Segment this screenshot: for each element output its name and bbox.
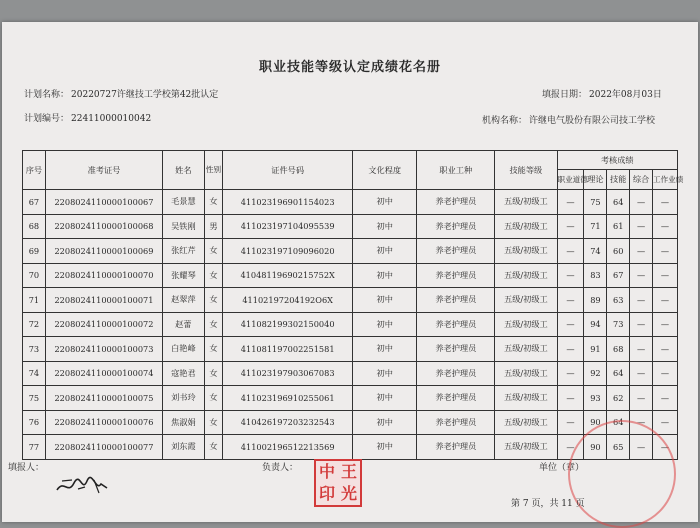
- cell-comprehensive: —: [630, 435, 653, 460]
- cell-exam-no: 2208024110000100076: [45, 410, 162, 435]
- seal-char-1: 中: [318, 462, 335, 481]
- cell-skill-level: 五级/初级工: [495, 361, 557, 386]
- cell-ethics: —: [557, 190, 584, 215]
- cell-comprehensive: —: [630, 214, 653, 239]
- cell-skill-level: 五级/初级工: [495, 263, 557, 288]
- cell-theory: 74: [584, 239, 607, 264]
- cell-skill-level: 五级/初级工: [495, 435, 557, 460]
- cell-work-perf: —: [652, 435, 677, 460]
- cell-occupation: 养老护理员: [417, 288, 495, 313]
- cell-theory: 94: [584, 312, 607, 337]
- header-gender: 性别: [204, 151, 223, 190]
- header-comprehensive: 综合: [630, 170, 653, 190]
- cell-exam-no: 2208024110000100067: [45, 190, 162, 215]
- plan-no-line: [24, 111, 151, 124]
- cell-theory: 90: [584, 410, 607, 435]
- cell-name: 毛景慧: [163, 190, 205, 215]
- cell-education: 初中: [353, 288, 417, 313]
- cell-ethics: —: [557, 410, 584, 435]
- table-row: [23, 410, 678, 435]
- plan-no-value: 22411000010042: [71, 114, 152, 124]
- cell-skill-level: 五级/初级工: [495, 337, 557, 362]
- cell-exam-no: 2208024110000100070: [45, 263, 162, 288]
- cell-seq: 77: [23, 435, 46, 460]
- cell-gender: 女: [204, 435, 223, 460]
- table-row: [23, 386, 678, 411]
- cell-work-perf: —: [652, 386, 677, 411]
- cell-work-perf: —: [652, 410, 677, 435]
- score-roster-table: [22, 150, 684, 460]
- cell-comprehensive: —: [630, 263, 653, 288]
- cell-exam-no: 2208024110000100075: [45, 386, 162, 411]
- cell-cert-no: 411002196512213569: [223, 435, 353, 460]
- cell-theory: 92: [584, 361, 607, 386]
- cell-seq: 70: [23, 263, 46, 288]
- cell-education: 初中: [353, 312, 417, 337]
- cell-occupation: 养老护理员: [417, 435, 495, 460]
- cell-skill-level: 五级/初级工: [495, 312, 557, 337]
- cell-work-perf: —: [652, 312, 677, 337]
- header-occupation: 职业工种: [417, 151, 495, 190]
- cell-skill-level: 五级/初级工: [495, 190, 557, 215]
- cell-ethics: —: [557, 263, 584, 288]
- plan-name-label: 计划名称：: [24, 90, 70, 100]
- cell-cert-no: 411081197002251581: [223, 337, 353, 362]
- org-label: 机构名称：: [482, 116, 528, 126]
- seal-char-2: 王: [340, 462, 357, 481]
- cell-work-perf: —: [652, 288, 677, 313]
- cell-cert-no: 410426197203232543: [223, 410, 353, 435]
- cell-seq: 71: [23, 288, 46, 313]
- cell-occupation: 养老护理员: [417, 312, 495, 337]
- cell-name: 张耀琴: [163, 263, 205, 288]
- cell-skill: 60: [607, 239, 630, 264]
- cell-ethics: —: [557, 214, 584, 239]
- cell-education: 初中: [353, 361, 417, 386]
- cell-cert-no: 411023197104095539: [223, 214, 353, 239]
- cell-gender: 女: [204, 410, 223, 435]
- cell-education: 初中: [353, 386, 417, 411]
- cell-skill-level: 五级/初级工: [495, 214, 557, 239]
- cell-gender: 女: [204, 239, 223, 264]
- cell-theory: 90: [584, 435, 607, 460]
- cell-skill-level: 五级/初级工: [495, 410, 557, 435]
- cell-occupation: 养老护理员: [417, 386, 495, 411]
- cell-cert-no: 411023197109096020: [223, 239, 353, 264]
- cell-work-perf: —: [652, 361, 677, 386]
- fill-date-label: 填报日期：: [542, 90, 588, 100]
- cell-work-perf: —: [652, 190, 677, 215]
- cell-exam-no: 2208024110000100073: [45, 337, 162, 362]
- cell-name: 赵翠萍: [163, 288, 205, 313]
- cell-name: 赵蕾: [163, 312, 205, 337]
- cell-skill: 65: [607, 435, 630, 460]
- cell-seq: 67: [23, 190, 46, 215]
- cell-skill: 64: [607, 361, 630, 386]
- cell-gender: 女: [204, 337, 223, 362]
- unit-label: 单位: [539, 463, 558, 473]
- cell-work-perf: —: [652, 239, 677, 264]
- cell-cert-no: 411023197903067083: [223, 361, 353, 386]
- cell-skill: 62: [607, 386, 630, 411]
- cell-name: 张红芹: [163, 239, 205, 264]
- header-cert-no: 证件号码: [223, 151, 353, 190]
- table-row: [23, 239, 678, 264]
- table-row: [23, 263, 678, 288]
- official-stamp: [568, 420, 676, 528]
- table-row: [23, 361, 678, 386]
- cell-seq: 72: [23, 312, 46, 337]
- header-name: 姓名: [163, 151, 205, 190]
- cell-gender: 女: [204, 288, 223, 313]
- cell-theory: 71: [584, 214, 607, 239]
- cell-theory: 75: [584, 190, 607, 215]
- cell-seq: 74: [23, 361, 46, 386]
- cell-comprehensive: —: [630, 361, 653, 386]
- header-theory: 理论: [584, 170, 607, 190]
- cell-exam-no: 2208024110000100071: [45, 288, 162, 313]
- plan-no-label: 计划编号：: [24, 114, 70, 124]
- table-row: [23, 312, 678, 337]
- cell-occupation: 养老护理员: [417, 190, 495, 215]
- cell-comprehensive: —: [630, 239, 653, 264]
- cell-education: 初中: [353, 337, 417, 362]
- cell-education: 初中: [353, 435, 417, 460]
- fill-date-line: [542, 87, 662, 100]
- header-scores-group: 考核成绩: [557, 151, 678, 170]
- cell-education: 初中: [353, 190, 417, 215]
- table-row: [23, 190, 678, 215]
- responsible-label: 负责人：: [262, 463, 299, 473]
- cell-ethics: —: [557, 435, 584, 460]
- cell-occupation: 养老护理员: [417, 263, 495, 288]
- header-ethics: 职业道德: [557, 170, 584, 190]
- cell-ethics: —: [557, 337, 584, 362]
- cell-comprehensive: —: [630, 190, 653, 215]
- cell-work-perf: —: [652, 263, 677, 288]
- plan-name-value: 20220727许继技工学校第42批认定: [71, 90, 219, 100]
- table-row: [23, 337, 678, 362]
- cell-seq: 76: [23, 410, 46, 435]
- cell-cert-no: 411082199302150040: [223, 312, 353, 337]
- cell-occupation: 养老护理员: [417, 361, 495, 386]
- cell-education: 初中: [353, 239, 417, 264]
- cell-occupation: 养老护理员: [417, 214, 495, 239]
- header-education: 文化程度: [353, 151, 417, 190]
- seal-char-3: 印: [318, 484, 335, 503]
- org-value: 许继电气股份有限公司技工学校: [529, 116, 656, 126]
- cell-seq: 73: [23, 337, 46, 362]
- seal-char-4: 光: [340, 484, 357, 503]
- cell-exam-no: 2208024110000100069: [45, 239, 162, 264]
- cell-skill: 68: [607, 337, 630, 362]
- plan-name-line: [24, 87, 218, 100]
- cell-ethics: —: [557, 288, 584, 313]
- cell-occupation: 养老护理员: [417, 410, 495, 435]
- cell-work-perf: —: [652, 337, 677, 362]
- cell-education: 初中: [353, 214, 417, 239]
- handwritten-signature: [54, 475, 110, 497]
- cell-comprehensive: —: [630, 312, 653, 337]
- org-line: [482, 113, 655, 126]
- cell-cert-no: 41048119690215752X: [223, 263, 353, 288]
- cell-theory: 91: [584, 337, 607, 362]
- roster-sheet: [2, 22, 698, 522]
- cell-skill: 64: [607, 190, 630, 215]
- cell-cert-no: 411023196910255061: [223, 386, 353, 411]
- cell-skill: 64: [607, 410, 630, 435]
- filler-label: 填报人：: [8, 463, 45, 473]
- cell-skill-level: 五级/初级工: [495, 288, 557, 313]
- cell-name: 焦淑娟: [163, 410, 205, 435]
- cell-theory: 89: [584, 288, 607, 313]
- cell-name: 白艳峰: [163, 337, 205, 362]
- stamp-mark: （章）: [557, 463, 585, 473]
- cell-gender: 女: [204, 312, 223, 337]
- cell-theory: 83: [584, 263, 607, 288]
- cell-gender: 女: [204, 190, 223, 215]
- header-skill: 技能: [607, 170, 630, 190]
- cell-gender: 女: [204, 386, 223, 411]
- cell-exam-no: 2208024110000100077: [45, 435, 162, 460]
- cell-gender: 男: [204, 214, 223, 239]
- cell-occupation: 养老护理员: [417, 239, 495, 264]
- roster-body: [23, 190, 678, 460]
- header-skill-level: 技能等级: [495, 151, 557, 190]
- cell-comprehensive: —: [630, 337, 653, 362]
- cell-gender: 女: [204, 263, 223, 288]
- cell-skill: 73: [607, 312, 630, 337]
- cell-cert-no: 41102197204192O6X: [223, 288, 353, 313]
- cell-ethics: —: [557, 361, 584, 386]
- cell-seq: 75: [23, 386, 46, 411]
- cell-skill-level: 五级/初级工: [495, 386, 557, 411]
- table-row: [23, 288, 678, 313]
- cell-skill-level: 五级/初级工: [495, 239, 557, 264]
- cell-ethics: —: [557, 312, 584, 337]
- cell-education: 初中: [353, 263, 417, 288]
- cell-cert-no: 411023196901154023: [223, 190, 353, 215]
- header-exam-no: 准考证号: [45, 151, 162, 190]
- header-seq: 序号: [23, 151, 46, 190]
- cell-education: 初中: [353, 410, 417, 435]
- fill-date-value: 2022年08月03日: [589, 90, 662, 100]
- cell-comprehensive: —: [630, 288, 653, 313]
- cell-name: 刘书玲: [163, 386, 205, 411]
- header-work-perf: 工作业绩: [652, 170, 677, 190]
- cell-name: 吴铁刚: [163, 214, 205, 239]
- cell-work-perf: —: [652, 214, 677, 239]
- table-row: [23, 214, 678, 239]
- cell-comprehensive: —: [630, 410, 653, 435]
- page-info: 第 7 页，共 11 页: [511, 499, 585, 509]
- document-title: 职业技能等级认定成绩花名册: [258, 60, 441, 75]
- cell-gender: 女: [204, 361, 223, 386]
- cell-ethics: —: [557, 239, 584, 264]
- cell-seq: 69: [23, 239, 46, 264]
- personal-seal: [314, 459, 362, 507]
- cell-occupation: 养老护理员: [417, 337, 495, 362]
- cell-name: 刘东霞: [163, 435, 205, 460]
- cell-skill: 63: [607, 288, 630, 313]
- cell-seq: 68: [23, 214, 46, 239]
- cell-exam-no: 2208024110000100072: [45, 312, 162, 337]
- cell-skill: 67: [607, 263, 630, 288]
- cell-exam-no: 2208024110000100068: [45, 214, 162, 239]
- cell-exam-no: 2208024110000100074: [45, 361, 162, 386]
- cell-name: 寇艳君: [163, 361, 205, 386]
- cell-ethics: —: [557, 386, 584, 411]
- cell-comprehensive: —: [630, 386, 653, 411]
- cell-skill: 61: [607, 214, 630, 239]
- cell-theory: 93: [584, 386, 607, 411]
